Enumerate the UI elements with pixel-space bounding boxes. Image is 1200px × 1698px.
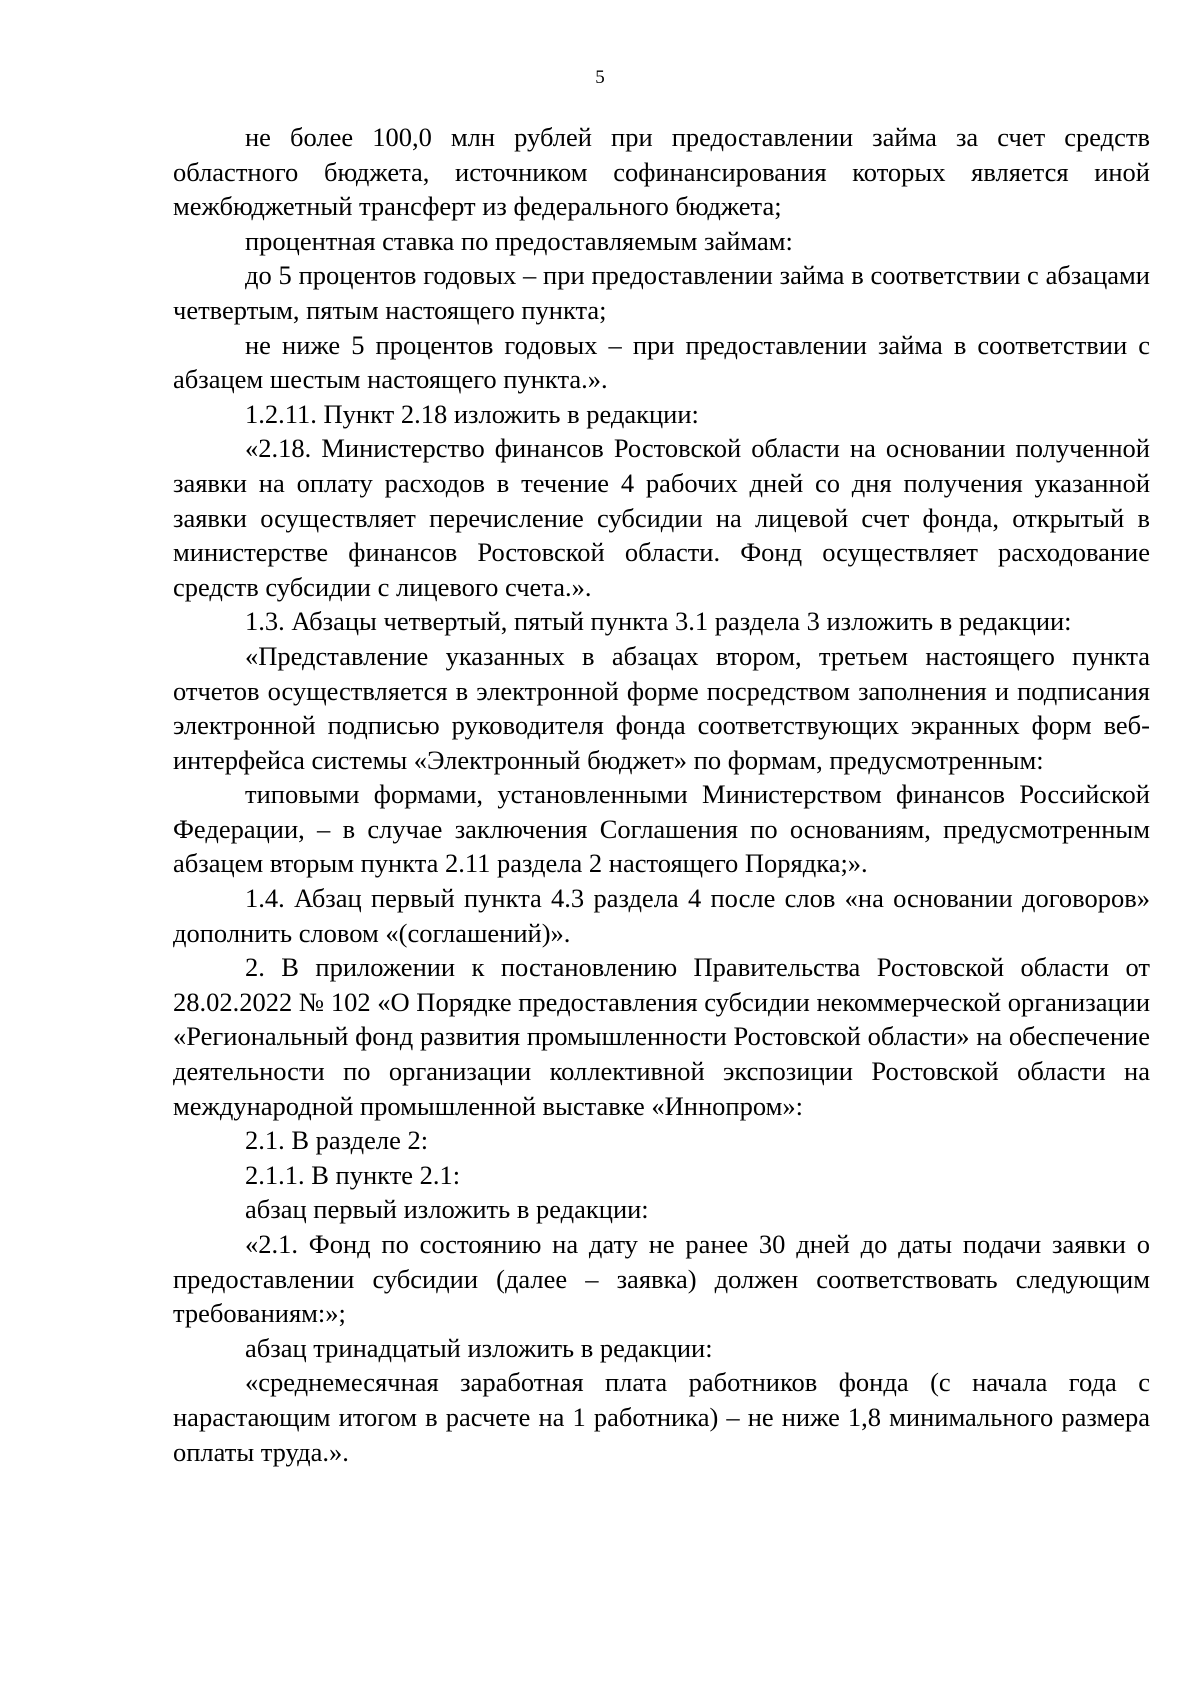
paragraph-first-abzac: абзац первый изложить в редакции: bbox=[245, 1194, 649, 1225]
page-number: 5 bbox=[595, 67, 605, 88]
paragraph-2-1: 2.1. В разделе 2: bbox=[245, 1125, 429, 1156]
paragraph-loan-limit: не более 100,0 млн рублей при предоставлении займа за счет средств областного бюджета, источником софинансирования которых является иной межбюджетный трансферт из федерального бюджета; bbox=[173, 122, 1150, 222]
paragraph-standard-forms: типовыми формами, установленными Министерством финансов Российской Федерации, – в случае заключения Соглашения по основаниям, предусмотренным абзацем вторым пункта 2.11 раздела 2 настоящего Порядка;». bbox=[173, 779, 1150, 879]
paragraph-average-salary: «среднемесячная заработная плата работников фонда (с начала года с нарастающим итогом в расчете на 1 работника) – не ниже 1,8 минимального размера оплаты труда.». bbox=[173, 1367, 1150, 1467]
paragraph-interest-rate: процентная ставка по предоставляемым займам: bbox=[245, 225, 793, 256]
paragraph-2-appendix: 2. В приложении к постановлению Правительства Ростовской области от 28.02.2022 № 102 «О Порядке предоставления субсидии некоммерческой организации «Региональный фонд развития промышленности Ростовской области» на обеспечение деятельности по организации коллективной экспозиции Ростовской области на международной промышленной выставке «Иннопром»: bbox=[173, 952, 1150, 1121]
paragraph-rate-up-to-5: до 5 процентов годовых – при предоставлении займа в соответствии с абзацами четвертым, пятым настоящего пункта; bbox=[173, 260, 1150, 325]
paragraph-1-2-11: 1.2.11. Пункт 2.18 изложить в редакции: bbox=[245, 398, 699, 429]
paragraph-1-3: 1.3. Абзацы четвертый, пятый пункта 3.1 раздела 3 изложить в редакции: bbox=[245, 606, 1072, 637]
paragraph-2-1-1: 2.1.1. В пункте 2.1: bbox=[245, 1159, 461, 1190]
paragraph-1-4: 1.4. Абзац первый пункта 4.3 раздела 4 после слов «на основании договоров» дополнить словом «(соглашений)». bbox=[173, 883, 1150, 948]
paragraph-thirteenth-abzac: абзац тринадцатый изложить в редакции: bbox=[245, 1332, 713, 1363]
paragraph-2-1-text: «2.1. Фонд по состоянию на дату не ранее 30 дней до даты подачи заявки о предоставлении субсидии (далее – заявка) должен соответствовать следующим требованиям:»; bbox=[173, 1229, 1150, 1329]
paragraph-2-18-text: «2.18. Министерство финансов Ростовской области на основании полученной заявки на оплату расходов в течение 4 рабочих дней со дня получения указанной заявки осуществляет перечисление субсидии на лицевой счет фонда, открытый в министерстве финансов Ростовской области. Фонд осуществляет расходование средств субсидии с лицевого счета.». bbox=[173, 433, 1150, 602]
paragraph-reports-submission: «Представление указанных в абзацах втором, третьем настоящего пункта отчетов осуществляется в электронной форме посредством заполнения и подписания электронной подписью руководителя фонда соответствующих экранных форм веб-интерфейса системы «Электронный бюджет» по формам, предусмотренным: bbox=[173, 640, 1150, 775]
paragraph-rate-not-below-5: не ниже 5 процентов годовых – при предоставлении займа в соответствии с абзацем шестым настоящего пункта.». bbox=[173, 329, 1150, 395]
document-body bbox=[173, 120, 1150, 1469]
